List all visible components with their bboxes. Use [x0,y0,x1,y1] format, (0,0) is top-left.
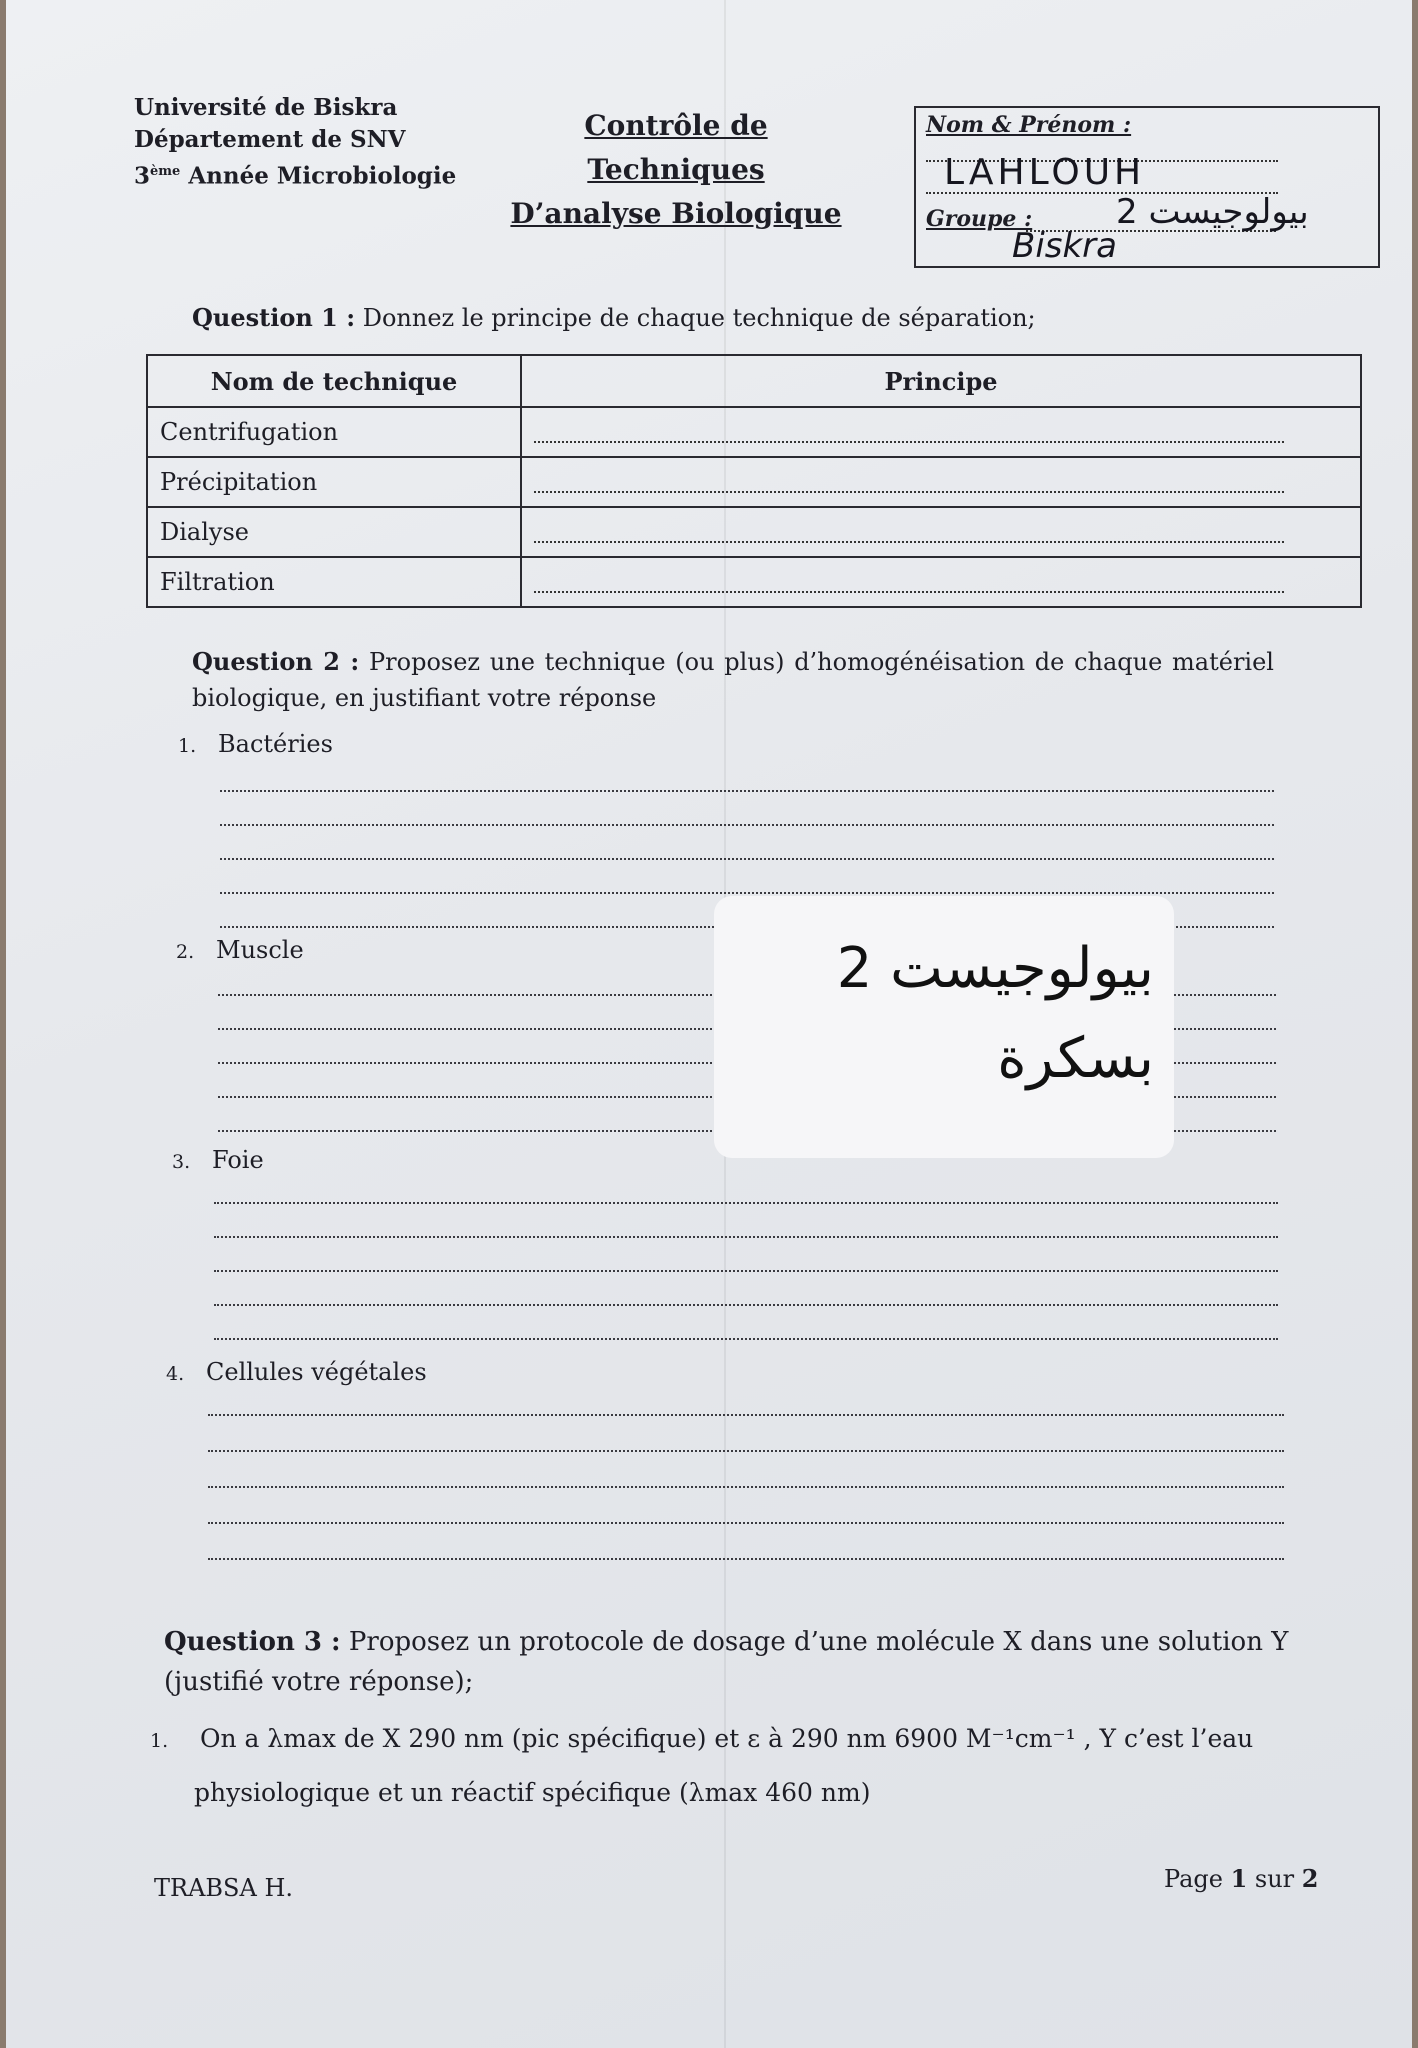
answer-line[interactable] [208,1450,1284,1452]
question-1-label: Question 1 : [192,303,356,332]
answer-line[interactable] [208,1558,1284,1560]
list-item: 2. Muscle [176,936,304,964]
principe-answer-cell[interactable] [521,407,1361,457]
answer-line[interactable] [214,1236,1278,1238]
year-program: 3ème Année Microbiologie [134,162,457,190]
name-value: LAHLOUH [944,152,1146,193]
exam-page [6,0,1412,2048]
department-name: Département de SNV [134,126,406,153]
overlay-line-2: بسكرة [997,1026,1154,1091]
technique-cell: Filtration [147,557,521,607]
exam-title [496,104,856,236]
institution-block [134,92,456,193]
separation-table [146,354,1362,608]
group-label: Groupe : [926,206,1033,232]
question-3-label: Question 3 : [164,1627,341,1657]
answer-line[interactable] [208,1486,1284,1488]
answer-line[interactable] [220,858,1274,860]
principe-answer-cell[interactable] [521,507,1361,557]
principe-answer-cell[interactable] [521,457,1361,507]
question-2-prompt: Question 2 : Proposez une technique (ou plus) d’homogénéisation de chaque matériel biologique, en justifiant votre réponse [192,647,1274,712]
title-line-3: D’analyse Biologique [510,197,842,230]
overlay-line-1: بيولوجيست 2 [836,936,1154,1001]
question-1-prompt: Question 1 : Donnez le principe de chaque technique de séparation; [192,303,1036,332]
table-header-row [147,355,1361,407]
list-item: 1. Bactéries [178,730,333,758]
group-value-city: Biskra [1012,226,1117,266]
table-row [147,457,1361,507]
list-item: 3. Foie [172,1146,264,1174]
title-line-1: Contrôle de [584,109,768,142]
name-label: Nom & Prénom : [926,112,1132,138]
answer-line[interactable] [214,1304,1278,1306]
answer-line[interactable] [208,1522,1284,1524]
technique-cell: Précipitation [147,457,521,507]
col-principe: Principe [521,355,1361,407]
answer-line[interactable] [220,824,1274,826]
question-3-prompt: Question 3 : Proposez un protocole de dosage d’une molécule X dans une solution Y (justifié votre réponse); [164,1627,1289,1697]
answer-line[interactable] [214,1270,1278,1272]
answer-line[interactable] [220,790,1274,792]
question-3-item-continued: physiologique et un réactif spécifique (λmax 460 nm) [194,1778,871,1807]
principe-answer-cell[interactable] [521,557,1361,607]
university-name: Université de Biskra [134,94,398,121]
student-id-box [914,106,1380,268]
table-row [147,557,1361,607]
table-row [147,407,1361,457]
technique-cell: Dialyse [147,507,521,557]
page-number: Page 1 sur 2 [1164,1864,1319,1893]
technique-cell: Centrifugation [147,407,521,457]
answer-line[interactable] [214,1202,1278,1204]
table-row [147,507,1361,557]
question-3-item: 1. On a λmax de X 290 nm (pic spécifique) et ε à 290 nm 6900 M⁻¹cm⁻¹ , Y c’est l’eau [150,1724,1254,1753]
group-value-arabic: بيولوجيست 2 [1116,192,1309,232]
col-technique: Nom de technique [147,355,521,407]
answer-line[interactable] [214,1338,1278,1340]
answer-line[interactable] [220,892,1274,894]
question-2-label: Question 2 : [192,647,360,676]
list-item: 4. Cellules végétales [166,1358,427,1386]
author-name: TRABSA H. [154,1874,294,1902]
answer-line[interactable] [208,1414,1284,1416]
watermark-overlay [714,896,1174,1158]
title-line-2: Techniques [587,153,765,186]
